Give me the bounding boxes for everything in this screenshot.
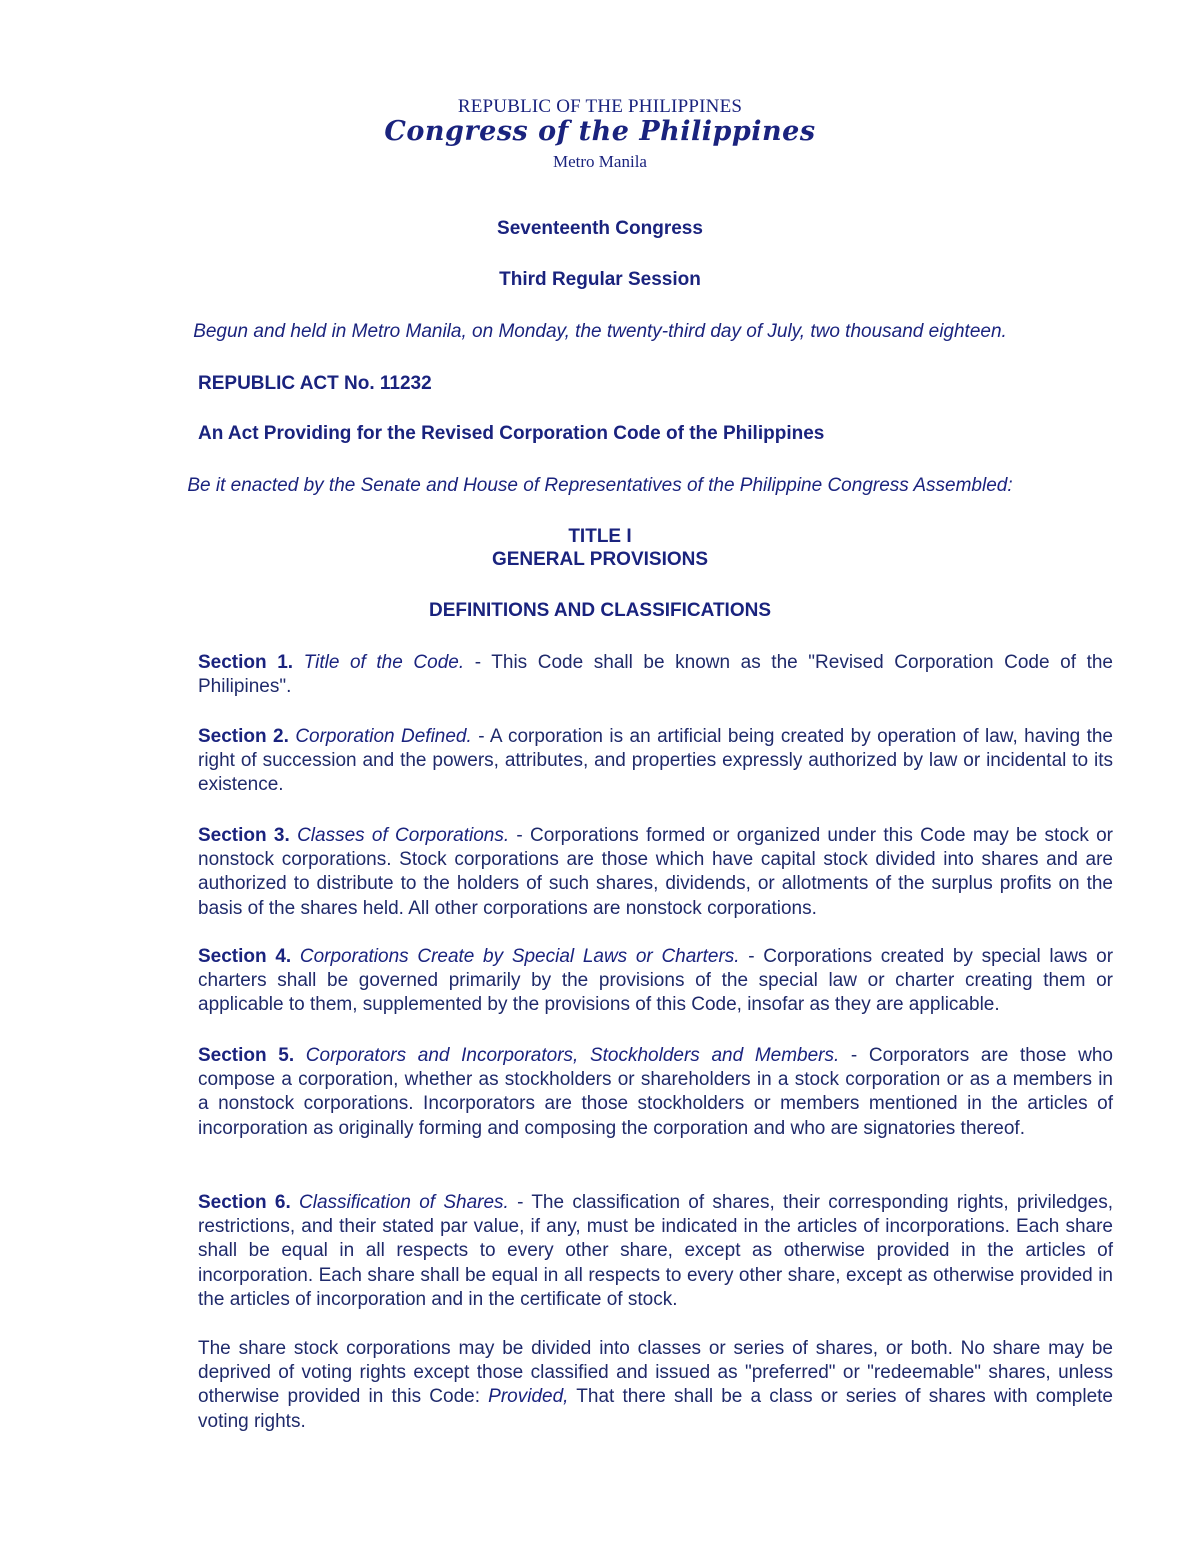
section-label: Section 5. (198, 1045, 295, 1066)
regular-session: Third Regular Session (499, 269, 701, 290)
section-label: Section 4. (198, 946, 292, 967)
act-title: An Act Providing for the Revised Corporation Code of the Philippines (198, 423, 825, 444)
title-heading: TITLE I (568, 526, 632, 547)
section-1 (198, 651, 1113, 699)
section-text: - Corporations formed or organized under this Code may be stock or nonstock corporations. Stock corporations are those which have capital stock divided into shares and are authorized to distribute to the holders of such shares, dividends, or allotments of the surplus profits on the basis of the shares held. All other corporations are nonstock corporations. (198, 825, 1114, 919)
section-6 (198, 1191, 1113, 1312)
section-2 (198, 725, 1113, 798)
section-text: - A corporation is an artificial being created by operation of law, having the right of succession and the powers, attributes, and properties expressly authorized by law or incidental to its existence. (198, 726, 1114, 796)
session-date: Begun and held in Metro Manila, on Monday, the twenty-third day of July, two thousand eighteen. (193, 321, 1007, 342)
section-heading: Corporations Create by Special Laws or Charters. (299, 946, 740, 967)
section-heading: Title of the Code. (303, 652, 465, 673)
header-republic: REPUBLIC OF THE PHILIPPINES (457, 96, 743, 117)
section-label: Section 1. (198, 652, 294, 673)
act-number: REPUBLIC ACT No. 11232 (198, 373, 432, 394)
section-label: Section 6. (198, 1192, 291, 1213)
chapter-heading: DEFINITIONS AND CLASSIFICATIONS (429, 600, 771, 621)
section-4 (198, 945, 1113, 1018)
section-text: - This Code shall be known as the "Revised Corporation Code of the Philipines". (198, 652, 1113, 698)
section-heading: Classification of Shares. (299, 1192, 509, 1213)
closing-text-after: That there shall be a class or series of shares with complete voting rights. (198, 1386, 1113, 1432)
section-3 (198, 824, 1113, 921)
section-text: - Corporations created by special laws or charters shall be governed primarily by the provisions of the special law or charter creating them or applicable to them, supplemented by the provisions of this Code, insofar as they are applicable. (198, 946, 1114, 1016)
closing-paragraph (198, 1337, 1113, 1434)
section-label: Section 2. (198, 726, 289, 747)
enacting-clause: Be it enacted by the Senate and House of Representatives of the Philippine Congress Assembled: (187, 475, 1013, 496)
closing-proviso: Provided, (488, 1386, 569, 1408)
section-heading: Corporators and Incorporators, Stockholders and Members. (305, 1045, 840, 1066)
section-heading: Corporation Defined. (295, 726, 472, 747)
section-heading: Classes of Corporations. (297, 825, 510, 846)
closing-text-before: The share stock corporations may be divided into classes or series of shares, or both. No share may be deprived of voting rights except those classified and issued as "preferred" or "redeemable" shares, unless otherwise provided in this Code: (198, 1338, 1113, 1408)
header-congress: Congress of the Philippines (384, 116, 816, 147)
section-text: - The classification of shares, their corresponding rights, priviledges, restrictions, and their stated par value, if any, must be indicated in the articles of incorporations. Each share shall be equal in all respects to every other share, except as otherwise provided in the articles of incorporation. Each share shall be equal in all respects to every other share, except as otherwise provided in the articles of incorporation and in the certificate of stock. (198, 1192, 1114, 1310)
header-location: Metro Manila (553, 152, 647, 171)
title-subheading: GENERAL PROVISIONS (491, 549, 709, 570)
congress-number: Seventeenth Congress (497, 218, 703, 239)
section-text: - Corporators are those who compose a corporation, whether as stockholders or shareholders in a stock corporation or as a members in a nonstock corporations. Incorporators are those stockholders or members mentioned in the articles of incorporation as originally forming and composing the corporation and who are signatories thereof. (198, 1045, 1113, 1139)
section-label: Section 3. (198, 825, 290, 846)
section-5 (198, 1044, 1113, 1141)
